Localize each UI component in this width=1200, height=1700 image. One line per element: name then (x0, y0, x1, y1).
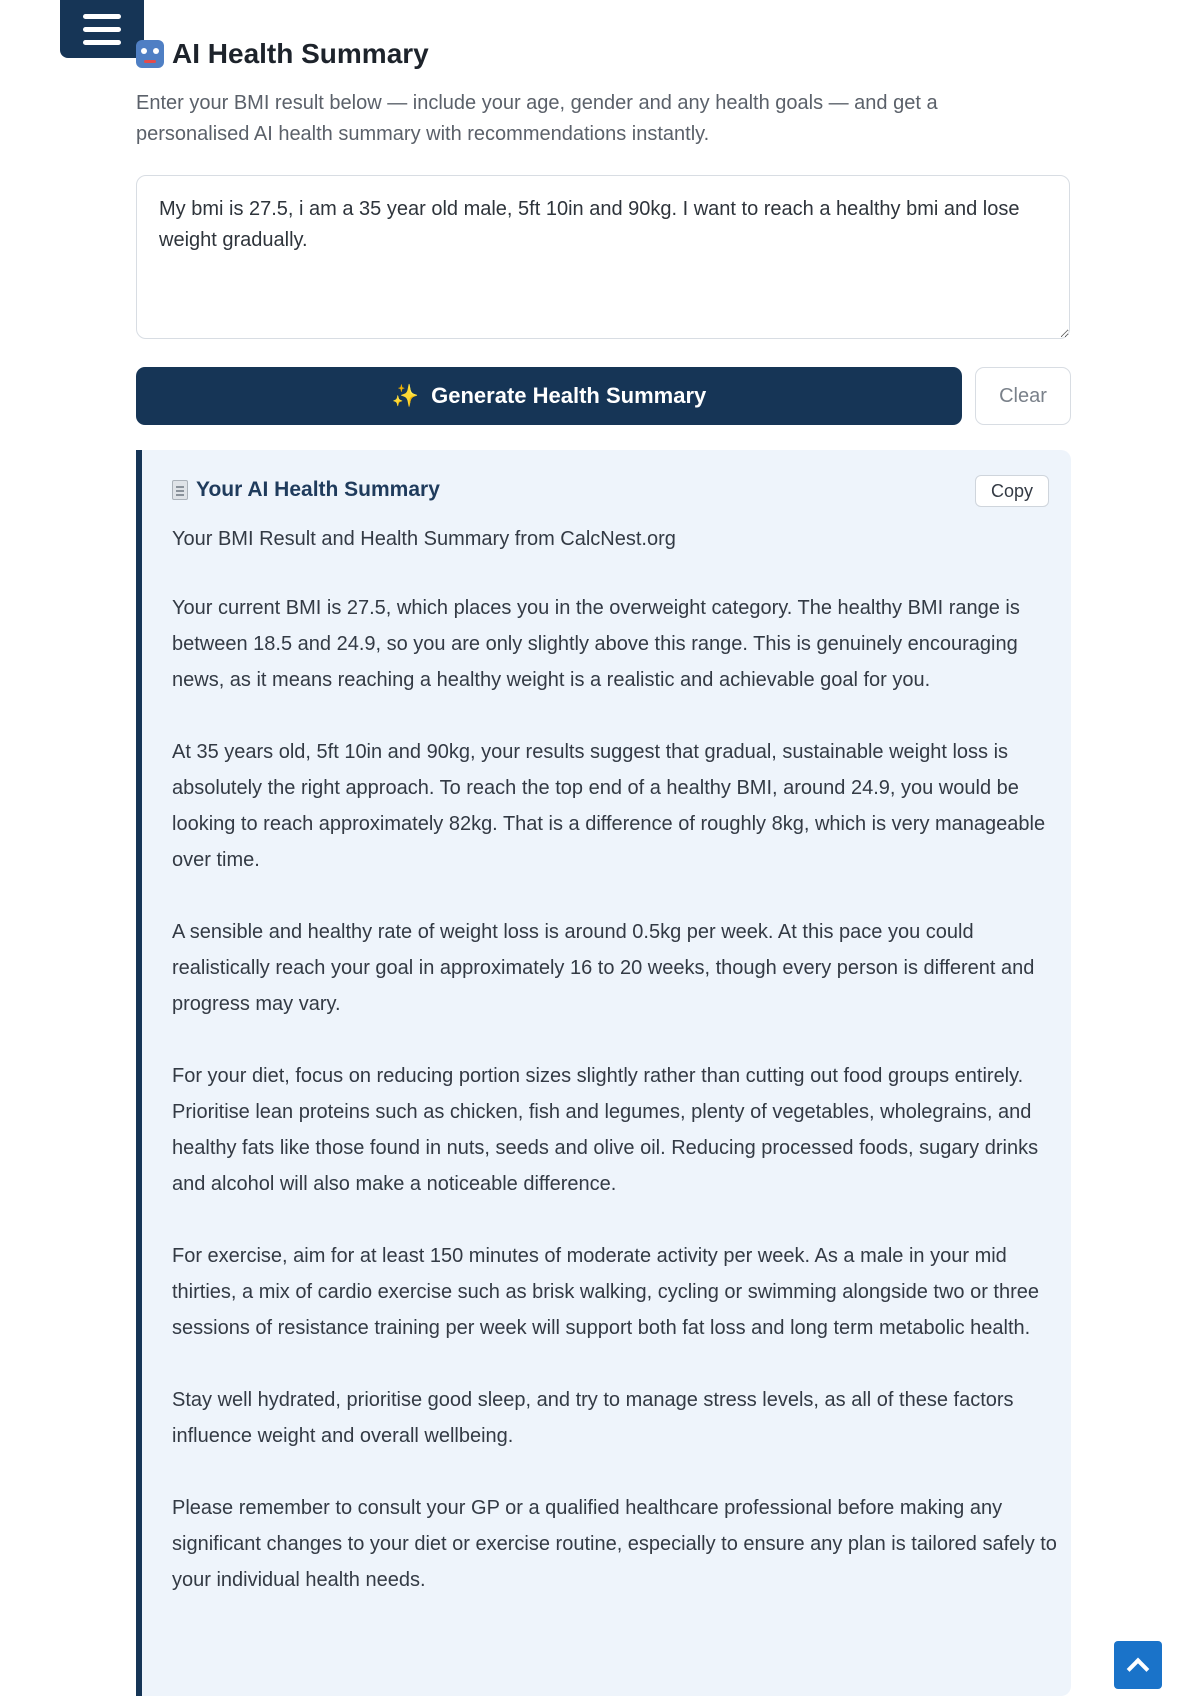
bmi-details-input[interactable] (136, 175, 1070, 339)
page-title (136, 38, 429, 70)
clear-button[interactable]: Clear (975, 367, 1071, 425)
summary-heading-text: Your AI Health Summary (196, 478, 440, 501)
menu-button[interactable] (60, 0, 144, 58)
summary-body (172, 523, 1057, 1634)
summary-paragraph: For exercise, aim for at least 150 minutes of moderate activity per week. As a male in your mid thirties, a mix of cardio exercise such as brisk walking, cycling or swimming alongside two or three sessions of resistance training per week will support both fat loss and long term metabolic health. (172, 1245, 1040, 1339)
summary-paragraph: At 35 years old, 5ft 10in and 90kg, your results suggest that gradual, sustainable weight loss is absolutely the right approach. To reach the top end of a healthy BMI, around 24.9, you would be looking to reach approximately 82kg. That is a difference of roughly 8kg, which is very manageable over time. (172, 741, 1046, 871)
scroll-to-top-button[interactable] (1114, 1641, 1162, 1689)
hamburger-menu-icon (83, 14, 121, 19)
summary-paragraph: Stay well hydrated, prioritise good sleep, and try to manage stress levels, as all of these factors influence weight and overall wellbeing. (172, 1389, 1014, 1447)
document-icon (172, 480, 188, 500)
generate-button-label: Generate Health Summary (431, 383, 707, 408)
sparkle-icon: ✨ (391, 383, 420, 408)
summary-paragraph: For your diet, focus on reducing portion sizes slightly rather than cutting out food groups entirely. Prioritise lean proteins such as chicken, fish and legumes, plenty of vegetables, wholegrains, and healthy fats like those found in nuts, seeds and olive oil. Reducing processed foods, sugary drinks and alcohol will also make a noticeable difference. (172, 1065, 1039, 1195)
summary-heading (172, 478, 440, 502)
page-subtitle: Enter your BMI result below — include your age, gender and any health goals — and get a personalised AI health summary with recommendations instantly. (136, 92, 938, 145)
copy-summary-button[interactable]: Copy (975, 475, 1049, 507)
health-summary-card (136, 450, 1071, 1696)
generate-health-summary-button[interactable] (136, 367, 962, 425)
summary-paragraph: Please remember to consult your GP or a qualified healthcare professional before making any significant changes to your diet or exercise routine, especially to ensure any plan is tailored safely to your individual health needs. (172, 1497, 1057, 1591)
chevron-up-icon (1127, 1658, 1150, 1681)
summary-paragraph: A sensible and healthy rate of weight loss is around 0.5kg per week. At this pace you could realistically reach your goal in approximately 16 to 20 weeks, though every person is different and progress may vary. (172, 921, 1035, 1015)
page-title-text: AI Health Summary (172, 38, 429, 69)
robot-icon (136, 40, 164, 68)
hamburger-menu-icon-line (83, 40, 121, 45)
summary-paragraph: Your current BMI is 27.5, which places you in the overweight category. The healthy BMI range is between 18.5 and 24.9, so you are only slightly above this range. This is genuinely encouraging news, as it means reaching a healthy weight is a realistic and achievable goal for you. (172, 597, 1020, 691)
summary-intro: Your BMI Result and Health Summary from CalcNest.org (172, 528, 676, 550)
hamburger-menu-icon-line (83, 27, 121, 32)
